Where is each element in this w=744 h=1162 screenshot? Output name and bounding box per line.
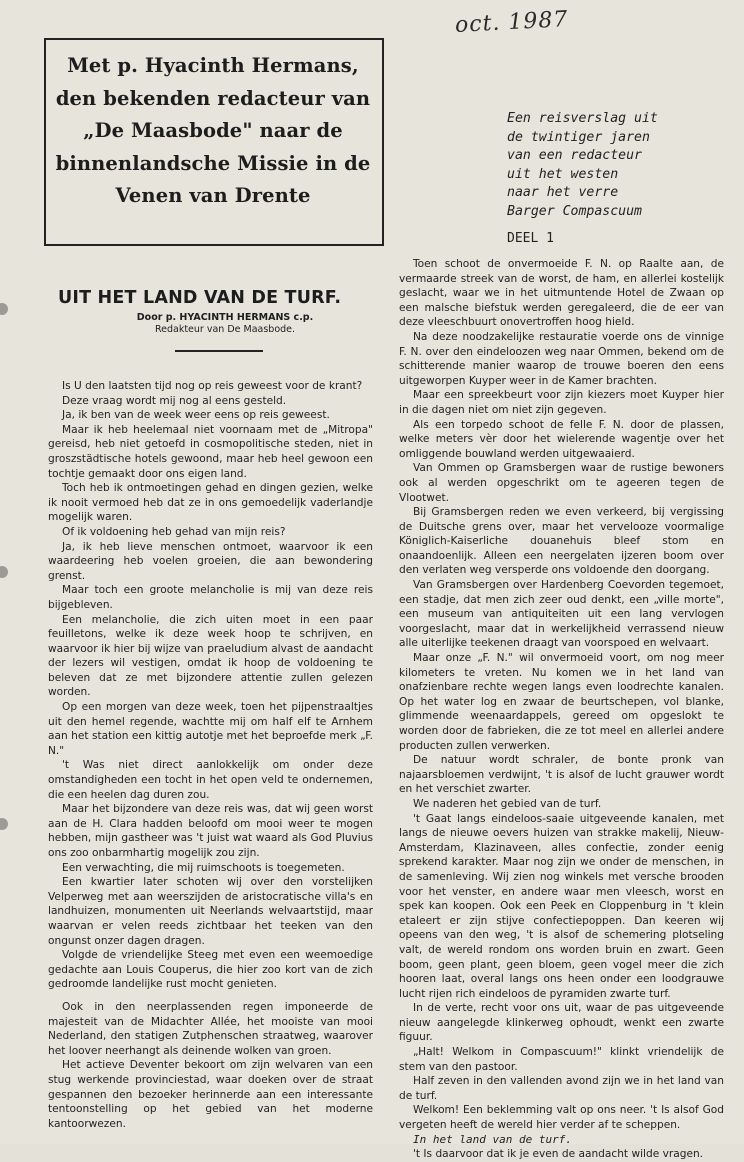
paragraph: Een melancholie, die zich uiten moet in een paar feuilletons, welke ik deze week hoop te schrijven, en waarvoor ik hier bij wijze van praeludium alvast de aandacht der lezers wil vestigen, omdat ik hoop de voldoening te beleven dat ze met bijzondere attentie zullen gelezen worden.	[48, 613, 373, 699]
headline: Met p. Hyacinth Hermans, den bekenden redacteur van „De Maasbode" naar de binnenlandsche Missie in de Venen van Drente	[55, 54, 371, 207]
paragraph: Van Ommen op Gramsbergen waar de rustige bewoners ook al werden opgeschrikt om te ageeren tegen de Vlootwet.	[399, 462, 724, 504]
paragraph: Toen schoot de onvermoeide F. N. op Raalte aan, de vermaarde streek van de worst, de ham, en allerlei kostelijk geslacht, waar we in het uitmuntende Hotel de Zwaan op een malsche biefstuk werden geregaleerd, die de eer van deze vleeschbuurt onovertroffen hoog hield.	[399, 258, 724, 329]
handwritten-line: In het land van de turf.	[413, 1132, 572, 1146]
paragraph: 't Gaat langs eindeloos-saaie uitgeveende kanalen, met langs de nieuwe oevers huizen van strakke makelij, Nieuw-Amsterdam, Klazinaveen, alles confectie, zonder eenig sprekend karakter. Maar nog zijn we onder de menschen, in de samenleving. Wij zien nog winkels met versche brooden voor het venster, en andere waar men vleesch, worst en spek kan koopen. Ook een Peek en Cloppenburg in 't klein etaleert er zijn stijve confectiepoppen. Dan keeren wij opeens van den weg, 't is alsof de schemering plotseling valt, de wereld rondom ons worden bruin en zwart. Geen boom, geen plant, geen bloem, geen vogel meer die zich hooren laat, overal langs ons heen onder een loodgrauwe lucht rijen rich eindeloos de pyramiden zwarte turf.	[399, 812, 724, 1000]
part-label: DEEL 1	[507, 231, 554, 246]
right-column	[399, 257, 724, 1162]
paragraph: Ook in den neerplassenden regen imponeerde de majesteit van de Midachter Allée, het mooiste van mooi Nederland, den statigen Zutphenschen straatweg, waarover het loover neerhangt als deinende wolken van groen.	[48, 1000, 373, 1057]
paragraph: De natuur wordt schraler, de bonte pronk van najaarsbloemen verdwijnt, 't is alsof de lucht grauwer wordt en het verschiet zwarter.	[399, 754, 724, 796]
left-column	[48, 379, 373, 1131]
punch-hole	[0, 818, 8, 830]
paragraph: Volgde de vriendelijke Steeg met even een weemoedige gedachte aan Louis Couperus, die hier zoo kort van de zich gedroomde landelijke rust mocht genieten.	[48, 949, 373, 991]
paragraph: Is U den laatsten tijd nog op reis geweest voor de krant?	[62, 380, 363, 392]
paragraph: Een verwachting, die mij ruimschoots is toegemeten.	[62, 861, 345, 874]
paragraph: Ja, ik heb lieve menschen ontmoet, waarvoor ik een waardeering heb voelen groeien, die aan bewondering grenst.	[48, 540, 373, 582]
summary-note: Een reisverslag uit de twintiger jaren van een redacteur uit het westen naar het verre Barger Compascuum	[507, 111, 658, 219]
paragraph: Deze vraag wordt mij nog al eens gesteld.	[62, 394, 287, 407]
paragraph: Welkom! Een beklemming valt op ons neer. 't Is alsof God vergeten heeft de wereld hier verder af te scheppen.	[399, 1104, 724, 1132]
paragraph: Of ik voldoening heb gehad van mijn reis?	[62, 525, 286, 538]
paragraph: Maar een spreekbeurt voor zijn kiezers moet Kuyper hier in die dagen niet om niet zijn gegeven.	[399, 389, 724, 416]
paragraph: Maar ik heb heelemaal niet voornaam met de „Mitropa" gereisd, heb niet getoefd in cosmopolitische steden, niet in groszstädtische hotels gewoond, maar heb heel gewoon een tochtje gemaakt door ons eigen land.	[48, 423, 373, 480]
paragraph: Maar toch een groote melancholie is mij van deze reis bijgebleven.	[48, 584, 373, 611]
paragraph: 't Is daarvoor dat ik je even de aandacht wilde vragen.	[413, 1148, 704, 1161]
paragraph: Een kwartier later schoten wij over den vorstelijken Velperweg met aan weerszijden de aristocratische villa's en landhuizen, monumenten uit Neerlands welvaartstijd, maar waarvan er velen reeds zichtbaar het teeken van den ongunst onzer dagen dragen.	[48, 876, 373, 947]
paragraph: „Halt! Welkom in Compascuum!" klinkt vriendelijk de stem van den pastoor.	[399, 1046, 724, 1073]
punch-hole	[0, 303, 8, 315]
paragraph: Ja, ik ben van de week weer eens op reis geweest.	[62, 409, 330, 422]
paragraph: Half zeven in den vallenden avond zijn we in het land van de turf.	[399, 1075, 724, 1102]
paragraph: Van Gramsbergen over Hardenberg Coevorden tegemoet, een stadje, dat men zich zeer oud denkt, een „ville morte", een museum van antiquiteiten uit een lang vervlogen voorgeslacht, maar dat in werkelijkheid verrassend nieuw alle uiterlijke teekenen draagt van voorspoed en welvaart.	[399, 579, 724, 650]
article-title: UIT HET LAND VAN DE TURF.	[58, 288, 342, 308]
paragraph: Maar het bijzondere van deze reis was, dat wij geen worst aan de H. Clara hadden beloofd om mooi weer te mogen hebben, mijn gastheer was 't juist wat waard als God Pluvius ons zoo onbarmhartig mogelijk zou zijn.	[48, 803, 373, 859]
paragraph: Na deze noodzakelijke restauratie voerde ons de vinnige F. N. over den eindeloozen weg naar Ommen, bekend om de schitterende manier waarop de trouwe boeren den eens uitgeworpen Kuyper weer in de Kamer brachten.	[399, 330, 724, 387]
byline	[80, 312, 370, 336]
paragraph: In de verte, recht voor ons uit, waar de pas uitgeveende nieuw aangelegde klinkerweg ophoudt, wenkt een zwarte figuur.	[399, 1002, 724, 1044]
punch-hole	[0, 566, 8, 578]
paragraph: Bij Gramsbergen reden we even verkeerd, bij vergissing de Duitsche grens over, maar het vervelooze voormalige Königlich-Kaiserliche douanehuis bleef stom en onaandoenlijk. Alleen een neergelaten ijzeren boom over den verlaten weg versperde ons voldoende den doorgang.	[399, 506, 724, 577]
divider	[175, 350, 263, 352]
paragraph: Als een torpedo schoot de felle F. N. door de plassen, welke meters vèr door het wielerende wagentje over het omliggende bouwland werden uitgewaaierd.	[399, 418, 724, 460]
paragraph: 't Was niet direct aanlokkelijk om onder deze omstandigheden een tocht in het open veld te ondernemen, die een heelen dag duren zou.	[48, 759, 373, 801]
paragraph: Maar onze „F. N." wil onvermoeid voort, om nog meer kilometers te vreten. Nu komen we in het land van onafzienbare rechte wegen langs even loodrechte kanalen. Op het water log en zwaar de beurtschepen, vol blanke, glimmende weenaardappels, gereed om opgeslokt te worden door de fabrieken, die ze tot meel en allerlei andere producten zullen verwerken.	[399, 652, 724, 752]
paragraph: We naderen het gebied van de turf.	[413, 797, 602, 810]
paragraph: Toch heb ik ontmoetingen gehad en dingen gezien, welke ik nooit vermoed heb dat ze in ons gemoedelijk vaderlandje mogelijk waren.	[48, 482, 373, 524]
byline-author: Door p. HYACINTH HERMANS c.p.	[136, 312, 314, 323]
paragraph: Het actieve Deventer bekoort om zijn welvaren van een stug werkende provinciestad, waar doeken over de straat gespannen den bezoeker herinnerde aan een interessante tentoonstelling op het gebied van het moderne kantoorwezen.	[48, 1059, 373, 1130]
handwritten-date: oct. 1987	[454, 7, 569, 38]
byline-role: Redakteur van De Maasbode.	[154, 324, 296, 335]
paragraph: Op een morgen van deze week, toen het pijpenstraaltjes uit den hemel regende, wachtte mij om half elf te Arnhem aan het station een kittig autotje met het beproefde merk „F. N."	[48, 701, 373, 757]
